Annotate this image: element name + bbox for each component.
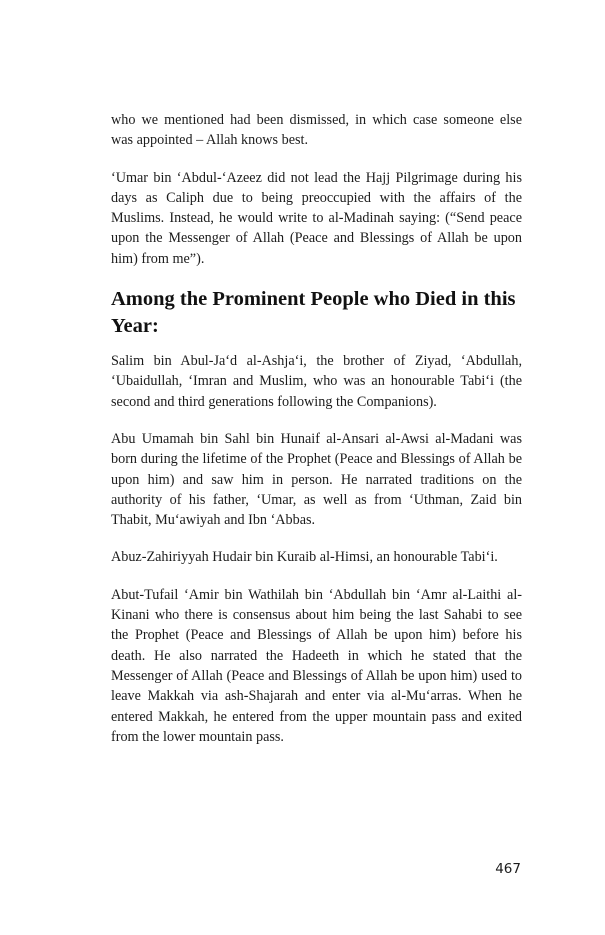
page-body <box>111 110 522 764</box>
paragraph-abuz-zahiriyyah: Abuz-Zahiriyyah Hudair bin Kuraib al-Himsi, an honourable Tabi‘i. <box>111 549 498 566</box>
paragraph-salim: Salim bin Abul-Ja‘d al-Ashja‘i, the brother of Ziyad, ‘Abdullah, ‘Ubaidullah, ‘Imran and Muslim, who was an honourable Tabi‘i (the second and third generations following the Companions). <box>111 353 522 410</box>
page-number: 467 <box>495 861 521 877</box>
paragraph-abu-umamah: Abu Umamah bin Sahl bin Hunaif al-Ansari al-Awsi al-Madani was born during the lifetime of the Prophet (Peace and Blessings of Allah be upon him) and saw him in person. He narrated traditions on the authority of his father, ‘Umar, as well as from ‘Uthman, Zaid bin Thabit, Mu‘awiyah and Ibn ‘Abbas. <box>111 430 522 529</box>
section-heading: Among the Prominent People who Died in this Year: <box>111 288 516 338</box>
paragraph-hajj: ‘Umar bin ‘Abdul-‘Azeez did not lead the Hajj Pilgrimage during his days as Caliph due to being preoccupied with the affairs of the Muslims. Instead, he would write to al-Madinah saying: (“Send peace upon the Messenger of Allah (Peace and Blessings of Allah be upon him) from me”). <box>111 169 522 267</box>
paragraph-continuation: who we mentioned had been dismissed, in which case someone else was appointed – Allah knows best. <box>111 112 522 149</box>
paragraph-abut-tufail: Abut-Tufail ‘Amir bin Wathilah bin ‘Abdullah bin ‘Amr al-Laithi al-Kinani who there is consensus about him being the last Sahabi to see the Prophet (Peace and Blessings of Allah be upon him) before his death. He also narrated the Hadeeth in which he stated that the Messenger of Allah (Peace and Blessings of Allah be upon him) used to leave Makkah via ash-Shajarah and enter via al-Mu‘arras. When he entered Makkah, he entered from the upper mountain pass and exited from the lower mountain pass. <box>111 586 522 745</box>
